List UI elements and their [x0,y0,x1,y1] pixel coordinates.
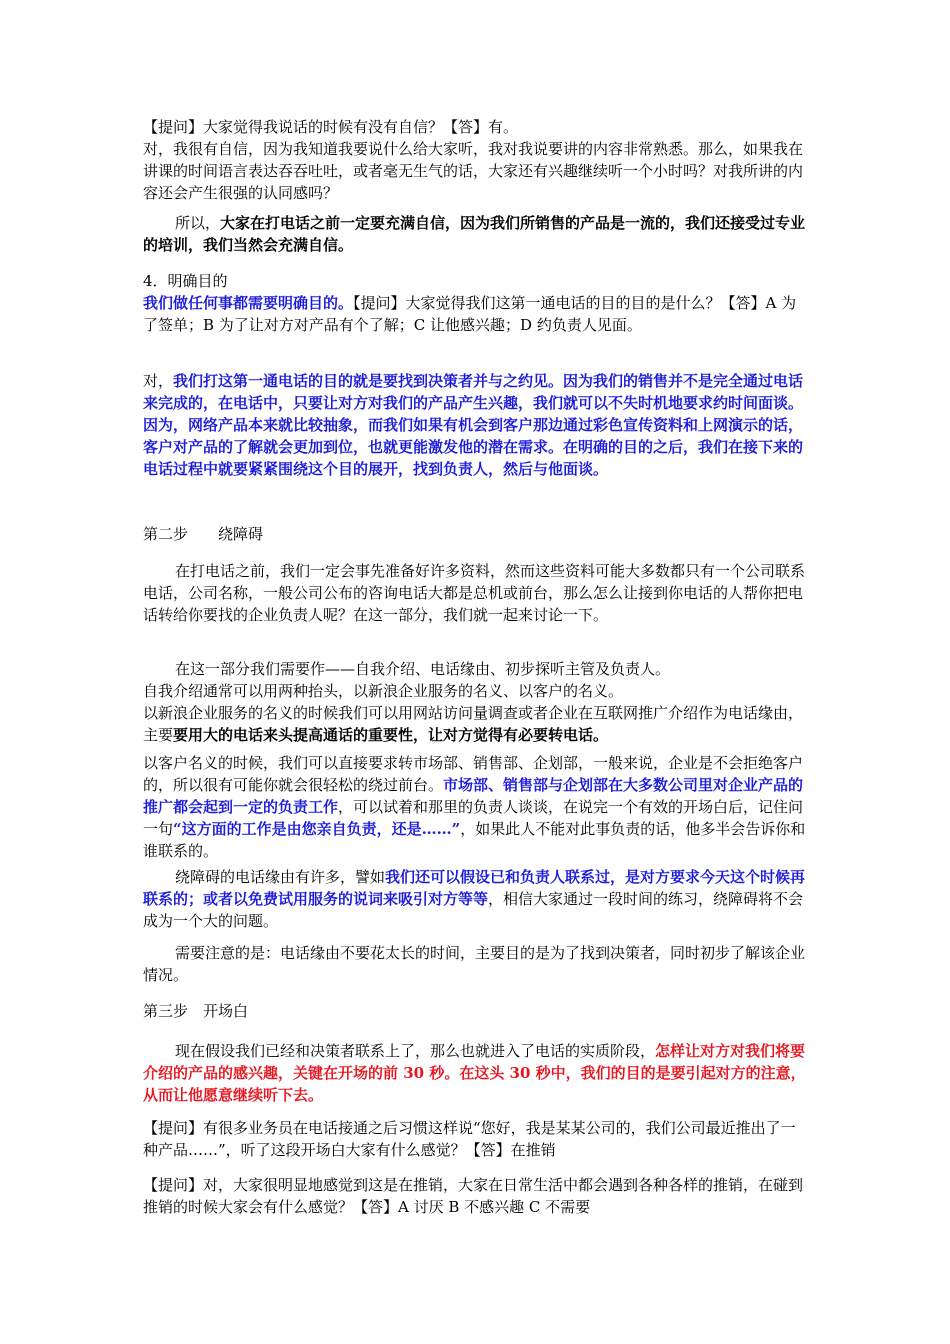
body-text: 【提问】大家觉得我们这第一通电话的目的目的是什么？【答】A 为了签单；B 为了让对方对产品有个了解；C 让他感兴趣；D 约负责人见面。 [143,294,797,334]
opening-question-paragraph: 【提问】有很多业务员在电话接通之后习惯这样说“您好，我是某某公司的，我们公司最近推出了一种产品……”，听了这段开场白大家有什么感觉？【答】在推销 [143,1119,796,1159]
clear-goal-section [143,270,807,336]
opening-paragraph: 现在假设我们已经和决策者联系上了，那么也就进入了电话的实质阶段，怎样让对方对我们将要介绍的产品的感兴趣，关键在开场的前 30 秒。在这头 30 秒中，我们的目的是要引起对方的注意，从而让他愿意继续听下去。 [143,1042,806,1104]
highlight-text: 我们做任何事都需要明确目的。 [143,294,354,312]
self-intro-paragraph [143,658,807,746]
intro-line: 在这一部分我们需要作——自我介绍、电话缘由、初步探听主管及负责人。 [175,660,671,678]
highlight-quote: “这方面的工作是由您亲自负责，还是……” [173,820,461,838]
bypass-reasons-paragraph: 绕障碍的电话缘由有许多，譬如我们还可以假设已和负责人联系过，是对方要求今天这个时候再联系的；或者以免费试用服务的说词来吸引对方等等，相信大家通过一段时间的练习，绕障碍将不会成为一个大的问题。 [143,868,806,930]
bold-text: 要用大的电话来头提高通话的重要性，让对方觉得有必要转电话。 [173,726,609,744]
sales-feeling-paragraph: 【提问】对，大家很明显地感觉到这是在推销，大家在日常生活中都会遇到各种各样的推销，在碰到推销的时候大家会有什么感觉？【答】A 讨厌 B 不感兴趣 C 不需要 [143,1176,804,1216]
step-three-heading: 第三步 开场白 [143,1002,249,1020]
confidence-summary-paragraph [143,212,807,256]
step-two-intro-paragraph: 在打电话之前，我们一定会事先准备好许多资料，然而这些资料可能大多数都只有一个公司联系电话，公司名称，一般公司公布的咨询电话大都是总机或前台，那么怎么让接到你电话的人帮你把电话转给你要找的企业负责人呢？在这一部分，我们就一起来讨论一下。 [143,562,806,624]
step-two-heading: 第二步 绕障碍 [143,525,264,543]
lead-text: 对， [143,372,174,390]
lead-text: 所以， [175,214,221,232]
note-paragraph: 需要注意的是：电话缘由不要花太长的时间，主要目的是为了找到决策者，同时初步了解该企业情况。 [143,944,806,984]
section-heading: 4．明确目的 [143,272,228,290]
question-confidence-paragraph [143,116,807,204]
answer-text: 对，我很有自信，因为我知道我要说什么给大家听，我对我说要讲的内容非常熟悉。那么，如果我在讲课的时间语言表达吞吞吐吐，或者毫无生气的话，大家还有兴趣继续听一个小时吗？对我所讲的内容还会产生很强的认同感吗？ [143,140,804,202]
goal-explanation-paragraph [143,370,807,480]
question-line: 【提问】大家觉得我说话的时候有没有自信？【答】有。 [143,118,519,136]
highlight-text: 我们还可以假设已和负责人联系过，是对方要求今天这个时候再联系的；或者以免费试用服务的说词来吸引对方等等 [143,868,806,908]
intro-line: 以新浪企业服务的名义的时候我们可以用网站访问量调查或者企业在互联网推广介绍作为电话缘由，主要要用大的电话来头提高通话的重要性，让对方觉得有必要转电话。 [143,704,804,744]
intro-line: 自我介绍通常可以用两种抬头，以新浪企业服务的名义、以客户的名义。 [143,682,624,700]
highlight-text: 我们打这第一通电话的目的就是要找到决策者并与之约见。因为我们的销售并不是完全通过电话来完成的，在电话中，只要让对方对我们的产品产生兴趣，我们就可以不失时机地要求约时间面谈。因为，网络产品本来就比较抽象，而我们如果有机会到客户那边通过彩色宣传资料和上网演示的话，客户对产品的了解就会更加到位，也就更能激发他的潜在需求。在明确的目的之后，我们在接下来的电话过程中就要紧紧围绕这个目的展开，找到负责人，然后与他面谈。 [143,372,804,478]
section-body [143,292,807,336]
customer-name-paragraph: 以客户名义的时候，我们可以直接要求转市场部、销售部、企划部，一般来说，企业是不会拒绝客户的，所以很有可能你就会很轻松的绕过前台。市场部、销售部与企划部在大多数公司里对企业产品的推广都会起到一定的负责工作，可以试着和那里的负责人谈谈，在说完一个有效的开场白后，记住问一句“这方面的工作是由您亲自负责，还是……”，如果此人不能对此事负责的话，他多半会告诉你和谁联系的。 [143,754,806,860]
highlight-text: 市场部、销售部与企划部在大多数公司里对企业产品的推广都会起到一定的负责工作 [143,776,804,816]
bold-text: 大家在打电话之前一定要充满自信，因为我们所销售的产品是一流的，我们还接受过专业的培训，我们当然会充满自信。 [143,214,806,254]
red-highlight-text: 怎样让对方对我们将要介绍的产品的感兴趣，关键在开场的前 30 秒。在这头 30 秒中，我们的目的是要引起对方的注意，从而让他愿意继续听下去。 [143,1042,806,1104]
